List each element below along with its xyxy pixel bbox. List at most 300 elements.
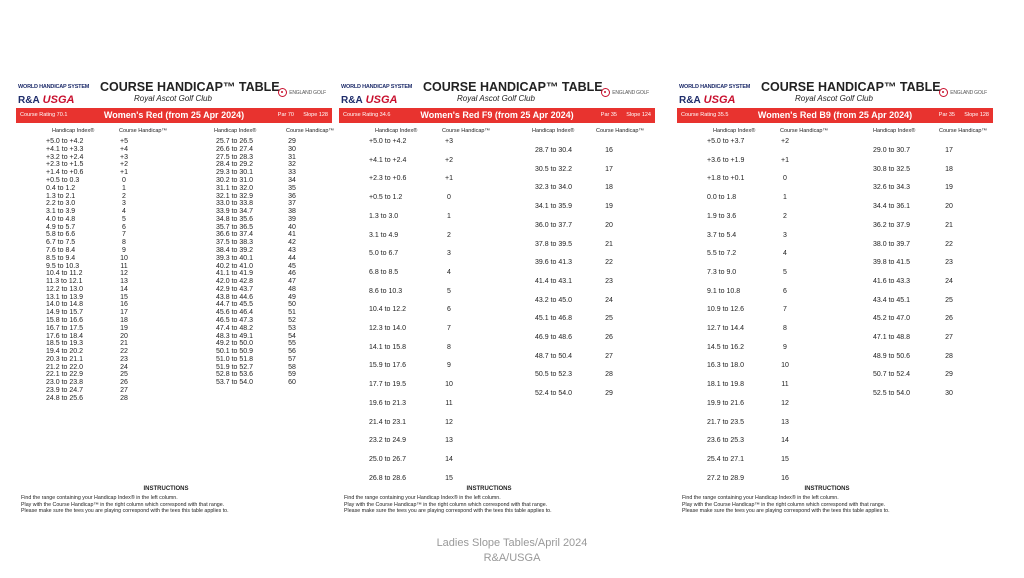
england-golf-logo [278,88,326,97]
instructions-title: INSTRUCTIONS [466,486,512,492]
course-handicap-value: 11 [445,399,453,407]
course-handicap-value: 2 [122,192,126,200]
card-header [16,78,332,108]
course-handicap-value: 1 [447,212,451,220]
course-handicap-value: 22 [120,348,128,356]
course-handicap-value: 9 [783,343,787,351]
handicap-index-range: 27.2 to 28.9 [707,474,744,482]
handicap-index-range: 48.3 to 49.1 [216,332,253,340]
brand-logos [679,93,755,106]
course-handicap-value: 6 [783,287,787,295]
course-handicap-value: 42 [288,239,296,247]
handicap-index-range: 50.7 to 52.4 [873,371,910,379]
course-handicap-value: 26 [120,379,128,387]
course-handicap-value: 24 [605,296,613,304]
handicap-index-range: +0.5 to 0.3 [46,176,80,184]
handicap-index-range: 38.0 to 39.7 [873,240,910,248]
handicap-index-range: 23.2 to 24.9 [369,437,406,445]
course-handicap-value: 24 [120,363,128,371]
course-handicap-value: 27 [945,334,953,341]
instruction-line: Find the range containing your Handicap Index® in the left column. [344,495,501,501]
instructions-title: INSTRUCTIONS [143,486,189,492]
course-handicap-value: 20 [945,203,953,211]
course-handicap-value: 48 [288,285,296,293]
course-handicap-value: 14 [781,437,789,445]
handicap-index-range: 36.6 to 37.4 [216,231,253,239]
handicap-index-range: +2.3 to +1.5 [46,161,84,169]
course-handicap-value: 29 [945,371,953,379]
course-handicap-value: 19 [120,324,128,332]
handicap-index-range: 5.8 to 6.6 [46,231,76,239]
handicap-index-range: 52.5 to 54.0 [873,390,910,398]
handicap-index-range: 10.9 to 12.6 [707,306,744,314]
course-handicap-value: 13 [781,418,789,426]
handicap-index-range: 25.7 to 26.5 [216,138,253,145]
course-handicap-value: 43 [288,246,296,254]
handicap-index-range: 34.8 to 35.6 [216,215,253,223]
course-handicap-value: 12 [445,418,453,426]
randa-logo: R&A [341,95,363,106]
handicap-index-range: 46.9 to 48.6 [535,334,572,341]
course-handicap-value: 4 [783,250,787,258]
instructions-title: INSTRUCTIONS [804,486,850,492]
course-handicap-value: 47 [288,278,296,285]
course-handicap-value: 4 [122,208,126,215]
handicap-index-range: 14.1 to 15.8 [369,343,406,351]
course-handicap-value: 37 [288,200,296,208]
course-handicap-value: 20 [605,221,613,229]
course-handicap-value: 21 [120,340,128,348]
handicap-index-range: 12.2 to 13.0 [46,285,83,293]
handicap-index-range: 45.1 to 46.8 [535,315,572,323]
world-handicap-logo: WORLD HANDICAP SYSTEM [341,84,413,90]
world-handicap-logo: WORLD HANDICAP SYSTEM [679,84,751,90]
course-handicap-value: 27 [605,352,613,360]
england-golf-icon [939,88,948,97]
handicap-index-range: +0.5 to 1.2 [369,194,403,202]
course-handicap-value: +1 [120,169,128,177]
course-handicap-value: 0 [783,175,787,183]
course-handicap-value: 23 [120,355,128,363]
england-golf-icon [278,88,287,97]
instruction-line: Please make sure the tees you are playing correspond with the tees this table applies to. [21,508,229,514]
course-handicap-value: 33 [288,169,296,177]
course-handicap-value: 51 [288,309,296,317]
handicap-table-card [339,78,655,518]
handicap-index-range: 27.5 to 28.3 [216,153,253,161]
course-handicap-value: 55 [288,340,296,348]
course-handicap-value: 30 [288,145,296,153]
handicap-index-range: 21.7 to 23.5 [707,418,744,426]
course-handicap-value: 28 [120,394,128,402]
course-handicap-value: 17 [945,147,953,154]
course-handicap-value: 13 [120,278,128,285]
logo-group [679,84,755,106]
handicap-index-range: 2.2 to 3.0 [46,200,76,208]
course-handicap-value: 32 [288,161,296,169]
table-title: COURSE HANDICAP™ TABLE [761,80,941,94]
footer-line-2: R&A/USGA [483,552,541,564]
course-handicap-value: 10 [120,254,128,262]
course-handicap-value: 49 [288,293,296,301]
handicap-index-range: 14.9 to 15.7 [46,309,83,317]
handicap-index-range: 8.6 to 10.3 [369,287,403,295]
course-handicap-value: 8 [783,325,787,332]
handicap-index-range: 48.7 to 50.4 [535,352,572,360]
handicap-index-range: 28.4 to 29.2 [216,161,253,169]
course-handicap-value: 60 [288,379,296,387]
course-handicap-value: 50 [288,301,296,309]
card-header [339,78,655,108]
instruction-line: Please make sure the tees you are playing correspond with the tees this table applies to. [682,508,890,514]
handicap-index-range: 42.9 to 43.7 [216,285,253,293]
handicap-index-range: 32.3 to 34.0 [535,184,572,192]
course-handicap-value: 44 [288,254,296,262]
handicap-index-range: 21.4 to 23.1 [369,418,406,426]
tee-band [339,108,655,123]
course-handicap-value: 58 [288,363,296,371]
course-handicap-value: 40 [288,223,296,231]
footer-line-1: Ladies Slope Tables/April 2024 [436,537,588,549]
course-handicap-value: 18 [605,184,613,192]
handicap-index-range: 30.2 to 31.0 [216,176,253,184]
course-handicap-value: 23 [605,277,613,285]
handicap-index-range: 37.8 to 39.5 [535,240,572,248]
handicap-index-range: 29.0 to 30.7 [873,147,910,154]
handicap-index-range: 5.5 to 7.2 [707,250,737,258]
handicap-index-range: 18.1 to 19.8 [707,381,744,389]
course-handicap-value: 0 [122,176,126,184]
handicap-index-range: 15.8 to 16.6 [46,316,83,324]
handicap-index-header-right: Handicap Index® [532,128,575,134]
course-handicap-value: 7 [783,306,787,314]
handicap-index-range: +2.3 to +0.6 [369,175,407,183]
course-handicap-value: 26 [945,315,953,323]
handicap-index-range: 39.3 to 40.1 [216,254,253,262]
handicap-index-range: 3.1 to 4.9 [369,231,399,239]
handicap-index-range: 41.6 to 43.3 [873,277,910,285]
handicap-index-range: 10.4 to 11.2 [46,270,83,278]
table-title: COURSE HANDICAP™ TABLE [423,80,603,94]
handicap-index-range: 46.5 to 47.3 [216,316,253,324]
randa-logo: R&A [679,95,701,106]
handicap-index-range: 8.5 to 9.4 [46,254,76,262]
course-handicap-value: 22 [945,240,953,248]
course-handicap-header: Course Handicap™ [780,128,828,134]
course-handicap-value: +2 [781,138,789,145]
handicap-index-range: 6.7 to 7.5 [46,239,76,247]
handicap-index-header: Handicap Index® [375,128,418,134]
logo-group [18,84,94,106]
course-handicap-value: 8 [122,239,126,247]
handicap-index-range: 32.1 to 32.9 [216,192,253,200]
handicap-index-range: 39.8 to 41.5 [873,259,910,267]
course-handicap-value: 56 [288,348,296,356]
handicap-index-range: 34.4 to 36.1 [873,203,910,211]
instruction-line: Find the range containing your Handicap Index® in the left column. [682,495,839,501]
handicap-index-range: 32.6 to 34.3 [873,184,910,192]
handicap-index-range: 3.1 to 3.9 [46,208,76,215]
course-handicap-value: 1 [783,194,787,202]
handicap-index-range: 31.1 to 32.0 [216,184,253,192]
course-handicap-value: 45 [288,262,296,270]
course-handicap-value: 15 [781,455,789,463]
course-handicap-value: 36 [288,192,296,200]
handicap-index-range: 28.7 to 30.4 [535,147,572,154]
course-handicap-value: 16 [120,301,128,309]
course-handicap-value: 21 [605,240,613,248]
handicap-index-range: +5.0 to +4.2 [369,138,407,145]
course-handicap-value: 23 [945,259,953,267]
handicap-index-range: 47.1 to 48.8 [873,334,910,341]
slope-value: Slope 128 [303,112,328,118]
handicap-index-range: 3.7 to 5.4 [707,231,737,239]
course-handicap-value: 38 [288,208,296,215]
world-handicap-logo: WORLD HANDICAP SYSTEM [18,84,90,90]
handicap-index-range: 50.1 to 50.9 [216,348,253,356]
handicap-index-range: 38.4 to 39.2 [216,246,253,254]
course-rating: Course Rating 34.6 [343,112,391,118]
course-handicap-value: 12 [781,399,789,407]
handicap-index-range: 41.4 to 43.1 [535,277,572,285]
instruction-line: Play with the Course Handicap™ in the right column which correspond with that range. [21,501,225,508]
handicap-index-range: 19.9 to 21.6 [707,399,744,407]
handicap-index-range: +1.8 to +0.1 [707,175,745,183]
course-handicap-value: 11 [120,262,128,270]
handicap-index-range: 43.8 to 44.6 [216,293,253,301]
handicap-index-range: 0.0 to 1.8 [707,194,737,202]
handicap-index-range: 4.9 to 5.7 [46,223,76,231]
handicap-index-header-right: Handicap Index® [873,128,916,134]
course-handicap-value: 41 [288,231,296,239]
course-handicap-header-right: Course Handicap™ [596,128,644,134]
course-handicap-value: 3 [783,231,787,239]
england-golf-logo [939,88,987,97]
usga-logo: USGA [42,94,75,106]
handicap-index-range: 39.6 to 41.3 [535,259,572,267]
handicap-index-range: 43.4 to 45.1 [873,296,910,304]
handicap-index-range: +5.0 to +3.7 [707,138,745,145]
course-handicap-value: +5 [120,138,128,145]
handicap-index-range: 29.3 to 30.1 [216,169,253,177]
par-value: Par 35 [938,112,955,118]
handicap-index-range: 37.5 to 38.3 [216,239,253,247]
instruction-line: Please make sure the tees you are playing correspond with the tees this table applies to. [344,508,552,514]
handicap-index-range: 48.9 to 50.6 [873,352,910,360]
course-handicap-value: +1 [445,175,453,183]
course-handicap-value: 17 [120,309,128,317]
handicap-index-range: 17.7 to 19.5 [369,381,406,389]
course-handicap-value: 25 [605,315,613,323]
course-handicap-value: 5 [122,215,126,223]
handicap-index-range: +4.1 to +2.4 [369,156,407,164]
club-name: Royal Ascot Golf Club [134,94,212,103]
course-handicap-value: 57 [288,355,296,363]
course-rating: Course Rating 35.5 [681,112,729,118]
tee-band [16,108,332,123]
handicap-index-range: 1.3 to 2.1 [46,192,76,200]
handicap-index-range: 25.0 to 26.7 [369,455,406,463]
club-name: Royal Ascot Golf Club [457,94,535,103]
handicap-index-range: 6.8 to 8.5 [369,268,399,276]
table-title: COURSE HANDICAP™ TABLE [100,80,280,94]
handicap-index-range: 53.7 to 54.0 [216,379,253,387]
randa-logo: R&A [18,95,40,106]
course-rating: Course Rating 70.1 [20,112,68,118]
handicap-index-range: 36.0 to 37.7 [535,221,572,229]
course-handicap-header-right: Course Handicap™ [939,128,987,134]
tee-band [677,108,993,123]
handicap-index-range: 50.5 to 52.3 [535,371,572,379]
handicap-index-range: 7.6 to 8.4 [46,246,76,254]
handicap-index-range: 41.1 to 41.9 [216,270,253,278]
handicap-index-range: 52.8 to 53.6 [216,371,253,379]
course-handicap-value: 8 [447,343,451,351]
instruction-line: Play with the Course Handicap™ in the right column which correspond with that range. [682,501,886,508]
course-handicap-value: 25 [945,296,953,304]
handicap-index-range: 24.8 to 25.6 [46,394,83,402]
course-handicap-value: 2 [447,231,451,239]
handicap-index-range: 43.2 to 45.0 [535,296,572,304]
handicap-index-range: 10.4 to 12.2 [369,306,406,314]
handicap-index-range: 14.0 to 14.8 [46,301,83,309]
par-value: Par 70 [277,112,294,118]
handicap-index-range: +1.4 to +0.6 [46,169,84,177]
course-handicap-value: 2 [783,212,787,220]
course-handicap-value: +4 [120,145,128,153]
slope-value: Slope 124 [626,112,651,118]
course-handicap-value: 21 [945,221,953,229]
handicap-index-range: 36.2 to 37.9 [873,221,910,229]
course-handicap-value: 9 [447,362,451,370]
handicap-index-header: Handicap Index® [713,128,756,134]
course-handicap-value: 6 [447,306,451,314]
instruction-line: Find the range containing your Handicap Index® in the left column. [21,495,178,501]
course-handicap-value: 4 [447,268,451,276]
club-name: Royal Ascot Golf Club [795,94,873,103]
course-handicap-value: 1 [122,184,126,192]
england-golf-text: ENGLAND GOLF [289,89,326,96]
course-handicap-value: 6 [122,223,126,231]
course-handicap-value: 31 [288,153,296,161]
course-handicap-value: +1 [781,156,789,164]
course-handicap-value: 14 [445,455,453,463]
handicap-index-range: 9.5 to 10.3 [46,262,80,270]
handicap-index-range: 7.3 to 9.0 [707,268,737,276]
course-handicap-value: 54 [288,332,296,340]
course-handicap-value: 52 [288,316,296,324]
handicap-index-header-right: Handicap Index® [214,128,257,134]
handicap-index-range: +4.1 to +3.3 [46,145,84,153]
course-handicap-value: 18 [120,316,128,324]
handicap-index-range: 22.1 to 22.9 [46,371,83,379]
course-handicap-header: Course Handicap™ [119,128,167,134]
course-handicap-value: 35 [288,184,296,192]
course-handicap-value: +2 [445,156,453,164]
handicap-index-range: 5.0 to 6.7 [369,250,399,258]
handicap-index-range: 16.3 to 18.0 [707,362,744,370]
course-handicap-value: 13 [445,437,453,445]
handicap-index-range: +3.6 to +1.9 [707,156,745,164]
par-value: Par 35 [600,112,617,118]
course-handicap-value: 14 [120,285,128,293]
course-handicap-value: 22 [605,259,613,267]
handicap-index-range: 33.0 to 33.8 [216,200,253,208]
handicap-index-range: 16.7 to 17.5 [46,324,83,332]
course-handicap-value: 3 [122,200,126,208]
course-handicap-value: +3 [120,153,128,161]
course-handicap-value: 27 [120,387,128,394]
england-golf-text: ENGLAND GOLF [612,89,649,96]
handicap-index-range: 0.4 to 1.2 [46,184,76,192]
england-golf-text: ENGLAND GOLF [950,89,987,96]
course-handicap-value: 16 [605,147,613,154]
handicap-index-range: 13.1 to 13.9 [46,293,83,301]
handicap-table-card [677,78,993,518]
handicap-index-range: 51.9 to 52.7 [216,363,253,371]
handicap-index-range: 30.8 to 32.5 [873,165,910,173]
course-handicap-value: 5 [783,268,787,276]
course-handicap-value: 29 [605,390,613,398]
handicap-index-range: 12.3 to 14.0 [369,325,406,332]
course-handicap-value: 7 [447,325,451,332]
course-handicap-value: 3 [447,250,451,258]
card-header [677,78,993,108]
course-handicap-value: 30 [945,390,953,398]
course-handicap-value: 5 [447,287,451,295]
course-handicap-value: 19 [945,184,953,192]
handicap-index-range: 23.9 to 24.7 [46,387,83,394]
course-handicap-value: +3 [445,138,453,145]
handicap-index-range: 35.7 to 36.5 [216,223,253,231]
handicap-index-range: 42.0 to 42.8 [216,278,253,285]
course-handicap-value: 10 [781,362,789,370]
england-golf-icon [601,88,610,97]
course-handicap-value: 9 [122,246,126,254]
england-golf-logo [601,88,649,97]
handicap-index-range: 19.4 to 20.2 [46,348,83,356]
course-handicap-value: 18 [945,165,953,173]
handicap-index-range: 17.6 to 18.4 [46,332,83,340]
brand-logos [341,93,417,106]
course-handicap-value: 53 [288,324,296,332]
handicap-index-range: 12.7 to 14.4 [707,325,744,332]
handicap-index-range: 19.6 to 21.3 [369,399,406,407]
course-handicap-value: 17 [605,165,613,173]
logo-group [341,84,417,106]
handicap-table-card [16,78,332,518]
handicap-index-range: 44.7 to 45.5 [216,301,253,309]
handicap-index-range: 23.0 to 23.8 [46,379,83,387]
course-handicap-value: 59 [288,371,296,379]
tee-title: Women's Red F9 (from 25 Apr 2024) [420,110,574,120]
course-handicap-value: 0 [447,194,451,202]
tee-title: Women's Red (from 25 Apr 2024) [103,110,245,120]
course-handicap-header: Course Handicap™ [442,128,490,134]
slope-value: Slope 128 [964,112,989,118]
handicap-index-range: 34.1 to 35.9 [535,203,572,211]
course-handicap-value: 7 [122,231,126,239]
course-handicap-value: 28 [605,371,613,379]
usga-logo: USGA [703,94,736,106]
handicap-index-range: 52.4 to 54.0 [535,390,572,398]
course-handicap-value: +2 [120,161,128,169]
handicap-index-range: 18.5 to 19.3 [46,340,83,348]
handicap-index-range: +3.2 to +2.4 [46,153,84,161]
handicap-index-range: 49.2 to 50.0 [216,340,253,348]
tee-title: Women's Red B9 (from 25 Apr 2024) [757,110,913,120]
course-handicap-header-right: Course Handicap™ [286,128,334,134]
